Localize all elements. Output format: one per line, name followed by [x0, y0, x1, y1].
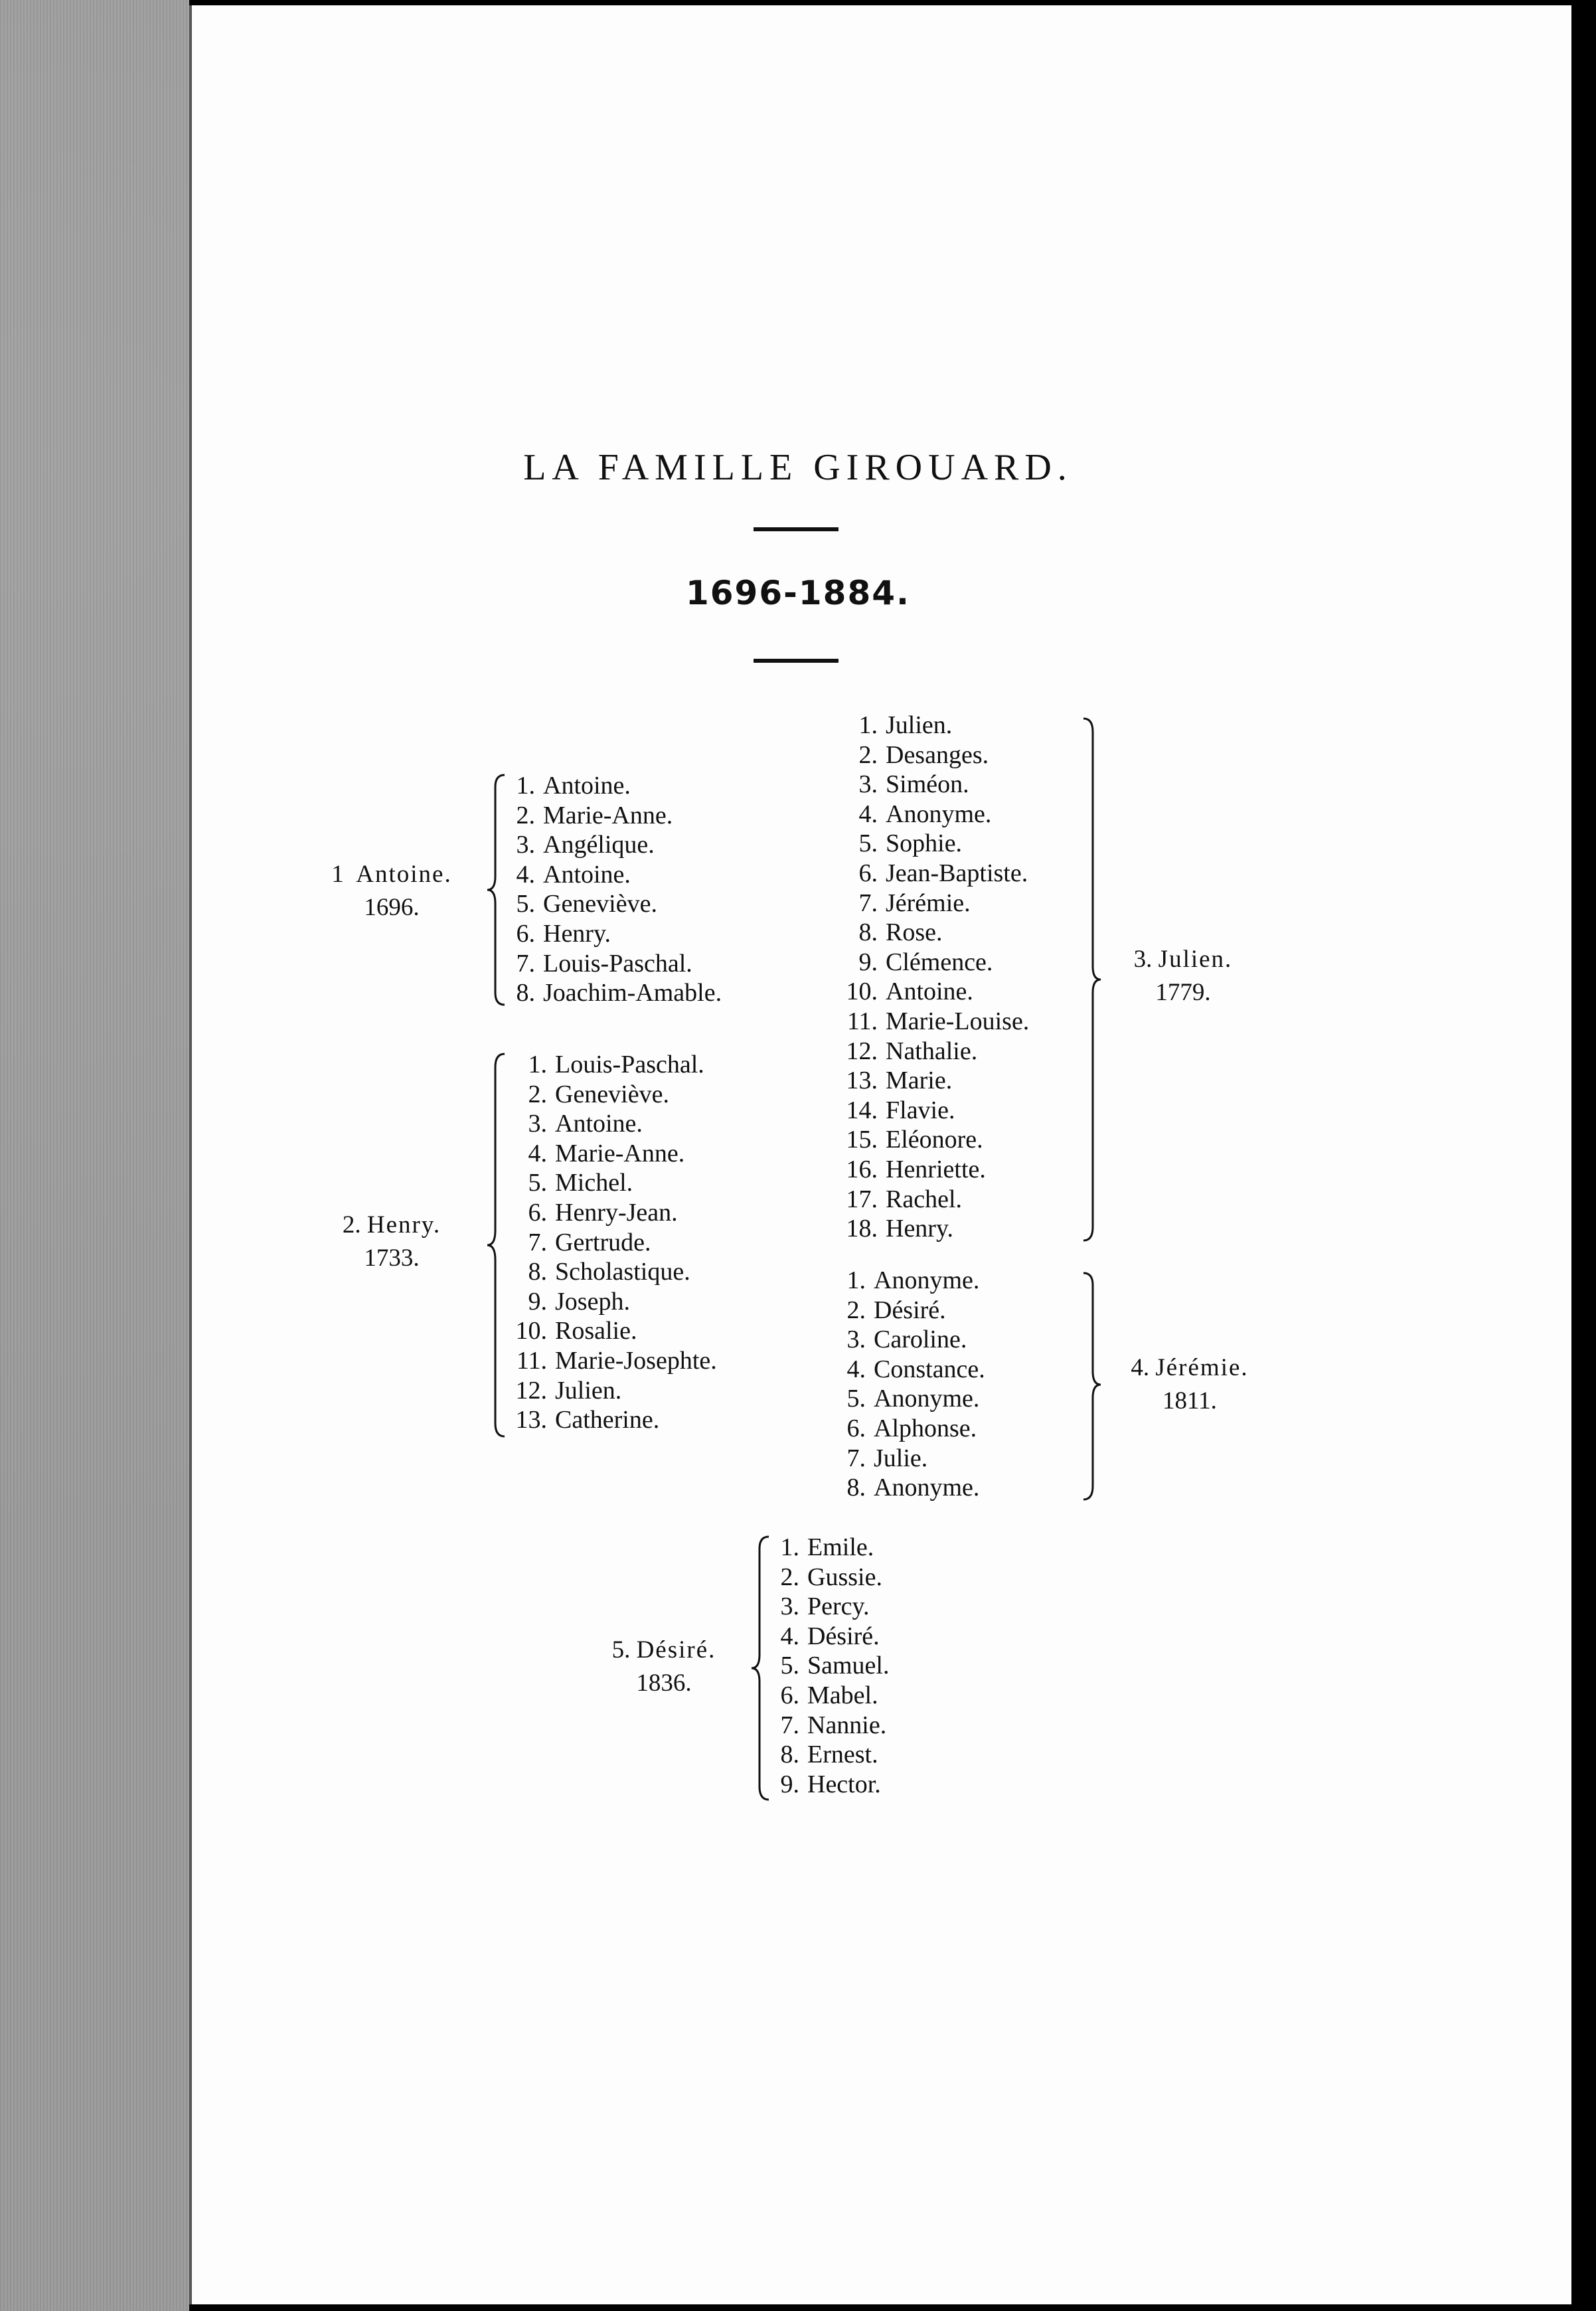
child-number: 14. [846, 1096, 878, 1124]
child-entry [842, 1325, 985, 1355]
child-entry [842, 740, 1029, 770]
child-number: 7. [780, 1711, 799, 1739]
child-number: 4. [516, 860, 535, 889]
child-number: 12. [846, 1037, 878, 1065]
generation-3-brace [1077, 717, 1103, 1242]
child-number: 2. [846, 1296, 866, 1324]
child-number: 11. [516, 1346, 547, 1375]
child-number: 18. [846, 1215, 878, 1243]
child-name: Marie-Josephte. [555, 1346, 717, 1375]
child-entry [842, 889, 1029, 918]
child-number: 3. [528, 1110, 547, 1138]
child-entry [842, 1007, 1029, 1037]
child-entry [842, 711, 1029, 740]
child-entry [511, 919, 722, 949]
child-entry [842, 1155, 1029, 1185]
child-entry [511, 1080, 717, 1110]
child-name: Joachim-Amable. [543, 979, 722, 1007]
child-entry [775, 1740, 889, 1770]
child-number: 4. [846, 1355, 866, 1383]
child-number: 3. [780, 1592, 799, 1621]
child-name: Anonyme. [886, 800, 992, 828]
child-entry [511, 978, 722, 1008]
generation-name: Henry. [366, 1211, 441, 1239]
child-name: Gertrude. [555, 1228, 651, 1256]
child-entry [842, 918, 1029, 948]
child-name: Désiré. [874, 1296, 946, 1324]
child-number: 10. [515, 1317, 547, 1345]
child-entry [842, 1473, 985, 1503]
child-number: 5. [516, 890, 535, 918]
child-name: Alphonse. [874, 1414, 977, 1442]
child-number: 8. [516, 979, 535, 1007]
child-entry [511, 1228, 717, 1258]
child-number: 10. [846, 978, 878, 1006]
generation-3-head [1103, 943, 1263, 1009]
child-entry [842, 1214, 1029, 1244]
child-entry [842, 1096, 1029, 1126]
child-name: Siméon. [886, 770, 969, 799]
child-name: Marie-Louise. [886, 1007, 1030, 1035]
child-name: Louis-Paschal. [543, 949, 692, 978]
child-entry [842, 1266, 985, 1296]
child-name: Henry. [543, 919, 611, 948]
child-entry [775, 1770, 889, 1800]
generation-2-head [312, 1209, 471, 1275]
child-number: 8. [780, 1741, 799, 1769]
child-entry [842, 829, 1029, 859]
child-name: Julie. [874, 1444, 928, 1472]
child-name: Antoine. [555, 1110, 643, 1138]
child-entry [775, 1622, 889, 1652]
child-number: 13. [515, 1406, 547, 1434]
generation-year: 1811. [1162, 1387, 1217, 1414]
child-entry [842, 1414, 985, 1444]
generation-year: 1696. [364, 894, 420, 921]
child-entry [842, 800, 1029, 829]
child-entry [842, 1444, 985, 1474]
child-name: Nathalie. [886, 1037, 978, 1065]
child-name: Rosalie. [555, 1317, 637, 1345]
child-name: Henry-Jean. [555, 1198, 678, 1227]
child-name: Desanges. [886, 740, 989, 769]
child-entry [842, 977, 1029, 1007]
generation-year: 1836. [636, 1669, 692, 1697]
child-name: Louis-Paschal. [555, 1051, 704, 1078]
child-number: 5. [858, 829, 878, 858]
child-number: 1. [846, 1266, 866, 1294]
child-entry [511, 1287, 717, 1317]
book-spine-margin [0, 0, 189, 2311]
child-name: Marie-Anne. [555, 1139, 685, 1167]
child-number: 4. [528, 1139, 547, 1167]
child-entry [842, 1185, 1029, 1215]
child-number: 3. [858, 770, 878, 799]
child-entry [775, 1681, 889, 1711]
child-number: 7. [528, 1228, 547, 1256]
child-entry [775, 1651, 889, 1681]
page-title: LA FAMILLE GIROUARD. [523, 447, 1073, 488]
child-name: Constance. [874, 1355, 985, 1383]
child-name: Angélique. [543, 831, 655, 859]
child-name: Rachel. [886, 1185, 963, 1213]
generation-1-brace [485, 774, 511, 1006]
child-number: 6. [528, 1198, 547, 1227]
child-name: Désiré. [807, 1622, 880, 1650]
child-number: 7. [858, 889, 878, 917]
child-entry [511, 1346, 717, 1376]
child-number: 2. [858, 740, 878, 769]
child-name: Sophie. [886, 829, 963, 858]
child-entry [511, 1257, 717, 1287]
child-number: 1. [858, 711, 878, 739]
child-entry [511, 801, 722, 831]
child-number: 8. [846, 1474, 866, 1502]
generation-name: Désiré. [636, 1636, 716, 1664]
child-entry [775, 1592, 889, 1622]
generation-3-children [842, 711, 1029, 1244]
child-name: Caroline. [874, 1326, 967, 1354]
child-name: Percy. [807, 1592, 870, 1621]
child-name: Geneviève. [555, 1080, 669, 1108]
generation-5-brace [749, 1535, 775, 1801]
child-name: Antoine. [886, 978, 973, 1006]
child-name: Henriette. [886, 1155, 986, 1183]
title-rule [754, 527, 838, 531]
child-name: Marie-Anne. [543, 801, 673, 829]
child-entry [842, 948, 1029, 978]
child-name: Gussie. [807, 1563, 882, 1591]
child-entry [842, 1037, 1029, 1067]
child-number: 4. [858, 800, 878, 828]
child-name: Julien. [555, 1376, 622, 1405]
child-number: 6. [516, 919, 535, 948]
child-name: Antoine. [543, 860, 631, 889]
child-entry [511, 1139, 717, 1169]
generation-number: 4. [1131, 1354, 1150, 1381]
child-entry [511, 1376, 717, 1406]
child-number: 13. [846, 1067, 878, 1095]
child-number: 6. [780, 1681, 799, 1709]
child-entry [511, 1316, 717, 1346]
generation-name: Julien. [1158, 946, 1233, 973]
child-number: 3. [516, 831, 535, 859]
child-name: Clémence. [886, 948, 993, 976]
generation-year: 1733. [364, 1244, 420, 1272]
child-name: Scholastique. [555, 1258, 690, 1286]
child-entry [842, 1125, 1029, 1155]
child-name: Henry. [886, 1215, 953, 1243]
child-entry [842, 859, 1029, 889]
child-name: Flavie. [886, 1096, 955, 1124]
child-number: 5. [528, 1169, 547, 1197]
child-entry [511, 1050, 717, 1080]
child-name: Jean-Baptiste. [886, 859, 1028, 887]
generation-4-children [842, 1266, 985, 1503]
date-rule [754, 659, 838, 663]
generation-5-children [775, 1533, 889, 1799]
child-name: Julien. [886, 711, 953, 739]
generation-1-head [292, 858, 491, 924]
child-entry [842, 1066, 1029, 1096]
generation-year: 1779. [1155, 979, 1211, 1006]
child-number: 4. [780, 1622, 799, 1650]
child-name: Mabel. [807, 1681, 878, 1709]
child-name: Anonyme. [874, 1385, 980, 1413]
child-name: Catherine. [555, 1406, 660, 1434]
child-number: 9. [858, 948, 878, 976]
child-entry [511, 1109, 717, 1139]
child-entry [842, 1384, 985, 1414]
child-number: 16. [846, 1155, 878, 1183]
child-entry [511, 830, 722, 860]
child-number: 9. [528, 1287, 547, 1316]
child-entry [511, 860, 722, 890]
child-number: 6. [846, 1414, 866, 1442]
date-range: 1696-1884. [685, 574, 911, 612]
child-number: 7. [846, 1444, 866, 1472]
child-number: 2. [516, 801, 535, 829]
child-name: Marie. [886, 1067, 953, 1095]
generation-5-head [584, 1634, 744, 1700]
generation-4-head [1103, 1351, 1276, 1418]
generation-number: 5. [611, 1636, 631, 1664]
child-entry [511, 1405, 717, 1435]
child-number: 9. [780, 1770, 799, 1798]
child-name: Anonyme. [874, 1474, 980, 1502]
generation-2-brace [485, 1053, 511, 1438]
child-name: Anonyme. [874, 1266, 980, 1294]
child-entry [511, 771, 722, 801]
child-entry [775, 1533, 889, 1563]
child-number: 11. [846, 1007, 878, 1035]
child-entry [511, 889, 722, 919]
child-number: 7. [516, 949, 535, 978]
generation-4-brace [1077, 1272, 1103, 1501]
child-number: 1. [516, 772, 535, 800]
child-number: 17. [846, 1185, 878, 1213]
child-name: Ernest. [807, 1741, 878, 1769]
child-entry [842, 770, 1029, 800]
child-number: 1. [528, 1051, 547, 1078]
generation-name: Jérémie. [1155, 1354, 1249, 1381]
generation-number: 2. [342, 1211, 361, 1239]
child-name: Eléonore. [886, 1126, 983, 1154]
child-entry [842, 1296, 985, 1326]
child-name: Joseph. [555, 1287, 630, 1316]
child-number: 12. [515, 1376, 547, 1405]
child-name: Rose. [886, 918, 943, 947]
child-number: 6. [858, 859, 878, 887]
child-name: Jérémie. [886, 889, 971, 917]
child-number: 5. [780, 1652, 799, 1680]
child-number: 8. [528, 1258, 547, 1286]
child-number: 3. [846, 1326, 866, 1354]
child-name: Hector. [807, 1770, 881, 1798]
child-entry [511, 949, 722, 979]
child-name: Nannie. [807, 1711, 887, 1739]
child-number: 15. [846, 1126, 878, 1154]
generation-1-children [511, 771, 722, 1008]
child-number: 5. [846, 1385, 866, 1413]
child-name: Samuel. [807, 1652, 890, 1680]
child-number: 8. [858, 918, 878, 947]
child-entry [511, 1198, 717, 1228]
generation-name: Antoine. [356, 861, 452, 888]
child-number: 1. [780, 1533, 799, 1561]
child-entry [842, 1355, 985, 1385]
child-name: Michel. [555, 1169, 633, 1197]
child-entry [775, 1563, 889, 1592]
child-entry [511, 1168, 717, 1198]
generation-2-children [511, 1050, 717, 1435]
child-number: 2. [780, 1563, 799, 1591]
child-name: Emile. [807, 1533, 874, 1561]
child-number: 2. [528, 1080, 547, 1108]
generation-number: 3. [1133, 946, 1153, 973]
child-name: Geneviève. [543, 890, 657, 918]
generation-number: 1 [331, 861, 344, 888]
child-entry [775, 1711, 889, 1741]
child-name: Antoine. [543, 772, 631, 800]
